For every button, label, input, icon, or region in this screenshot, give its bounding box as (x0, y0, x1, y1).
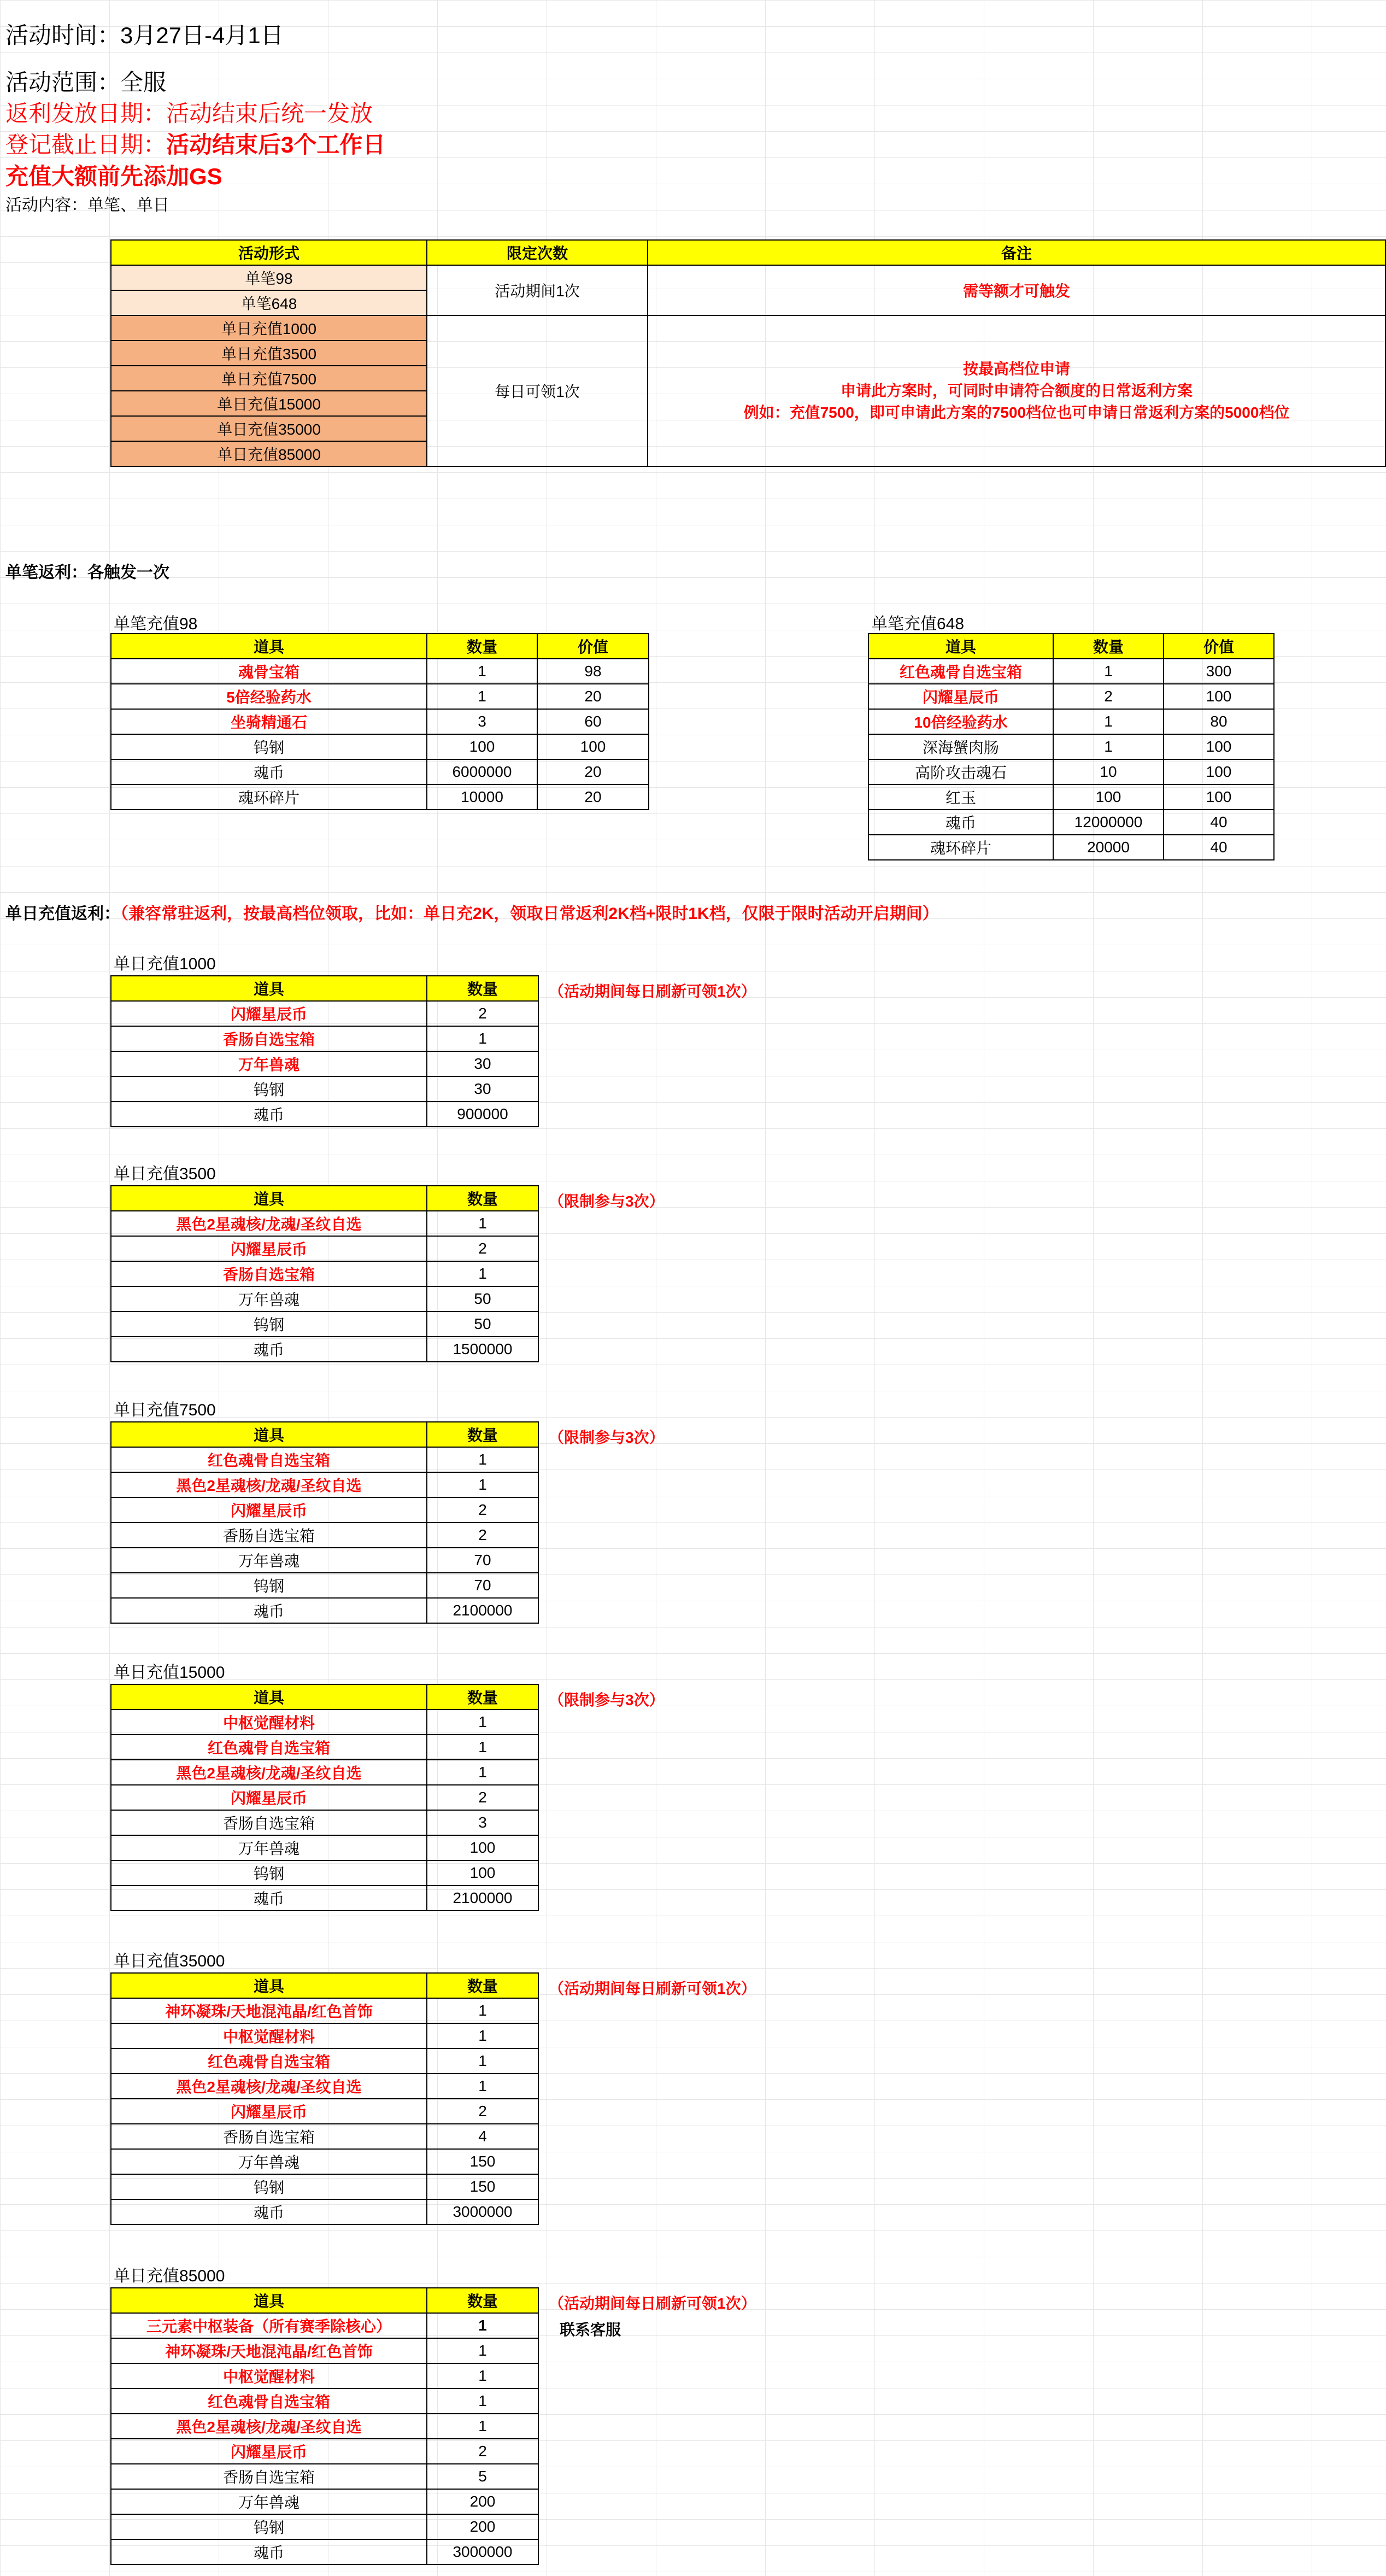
item-name: 中枢觉醒材料 (111, 2023, 427, 2048)
table-header-row (111, 1422, 538, 1447)
item-name: 中枢觉醒材料 (111, 2363, 427, 2388)
table-row (111, 1472, 538, 1497)
daily-section-note: （兼容常驻返利，按最高档位领取，比如：单日充2K，领取日常返利2K档+限时1K档，仅限于限时活动开启期间） (120, 905, 939, 923)
item-quantity: 1 (427, 1472, 538, 1497)
item-quantity: 1 (427, 684, 537, 709)
item-name: 深海蟹肉肠 (868, 734, 1053, 759)
item-quantity: 3000000 (427, 2539, 538, 2565)
item-value: 98 (537, 659, 649, 684)
column-header: 数量 (427, 634, 537, 659)
table-row (111, 1709, 538, 1735)
item-quantity: 1 (1053, 709, 1164, 734)
single-note: 需等额才可触发 (648, 265, 1385, 315)
table-row (111, 1860, 538, 1886)
table-row (111, 659, 649, 684)
table-row (111, 1835, 538, 1860)
deadline-label: 登记截止日期： (5, 132, 167, 157)
item-quantity: 2 (427, 2099, 538, 2124)
item-value: 100 (1164, 684, 1274, 709)
daily-tier-table (110, 2287, 539, 2565)
deadline-value: 活动结束后3个工作日 (166, 132, 386, 157)
release-date: 返利发放日期：活动结束后统一发放 (5, 101, 373, 126)
daily-tier-table (110, 1972, 539, 2225)
item-quantity: 100 (427, 734, 537, 759)
item-quantity: 10 (1053, 759, 1164, 784)
daily-tier-note: （活动期间每日刷新可领1次） (549, 2295, 756, 2312)
column-header: 道具 (111, 2288, 427, 2313)
column-header: 数量 (427, 2288, 538, 2313)
table-row (111, 759, 649, 784)
item-name: 香肠自选宝箱 (111, 1523, 427, 1548)
item-quantity: 1 (427, 2074, 538, 2099)
table-header-row (111, 634, 649, 659)
overview-header-form: 活动形式 (111, 240, 427, 265)
item-value: 80 (1164, 709, 1274, 734)
item-name: 魂币 (111, 1886, 427, 1911)
daily-tier-note: （活动期间每日刷新可领1次） (549, 983, 756, 1000)
item-value: 20 (537, 759, 649, 784)
table-row (111, 2124, 538, 2149)
table-row (111, 2313, 538, 2338)
item-name: 万年兽魂 (111, 2149, 427, 2174)
item-quantity: 4 (427, 2124, 538, 2149)
item-name: 钨钢 (111, 1860, 427, 1886)
table-row (868, 709, 1274, 734)
item-name: 万年兽魂 (111, 1051, 427, 1076)
item-name: 魂币 (111, 2539, 427, 2565)
item-quantity: 2 (1053, 684, 1164, 709)
item-quantity: 1 (427, 2338, 538, 2363)
table-header-row (111, 1973, 538, 1998)
daily-tier-label: 单日充值1000 (114, 955, 216, 973)
item-name: 魂币 (111, 1337, 427, 1362)
item-value: 100 (1164, 759, 1274, 784)
item-name: 钨钢 (111, 1573, 427, 1598)
item-quantity: 2 (427, 1785, 538, 1810)
item-quantity: 50 (427, 1312, 538, 1337)
table-row (111, 1735, 538, 1760)
table-row (868, 659, 1274, 684)
form-cell: 单笔648 (111, 290, 427, 315)
item-quantity: 30 (427, 1051, 538, 1076)
item-quantity: 200 (427, 2514, 538, 2539)
column-header: 道具 (868, 634, 1053, 659)
table-row (111, 1810, 538, 1835)
table-row (111, 1760, 538, 1785)
item-value: 40 (1164, 835, 1274, 860)
item-name: 红色魂骨自选宝箱 (111, 1447, 427, 1472)
daily-tier-note: （限制参与3次） (549, 1193, 665, 1210)
daily-tier-table (110, 1421, 539, 1624)
item-quantity: 50 (427, 1286, 538, 1312)
item-quantity: 6000000 (427, 759, 537, 784)
table-row (111, 1548, 538, 1573)
form-cell: 单日充值15000 (111, 391, 427, 416)
table-row (111, 1102, 538, 1127)
item-quantity: 1 (427, 1261, 538, 1286)
single-section-title: 单笔返利：各触发一次 (5, 564, 169, 582)
column-header: 数量 (427, 1186, 538, 1211)
item-quantity: 100 (427, 1860, 538, 1886)
item-name: 香肠自选宝箱 (111, 1810, 427, 1835)
item-quantity: 1 (427, 2313, 538, 2338)
form-cell: 单日充值7500 (111, 366, 427, 391)
item-quantity: 20000 (1053, 835, 1164, 860)
item-name: 黑色2星魂核/龙魂/圣纹自选 (111, 2414, 427, 2439)
item-name: 魂币 (111, 1102, 427, 1127)
item-name: 三元素中枢装备（所有赛季除核心） (111, 2313, 427, 2338)
table-row (111, 1785, 538, 1810)
daily-tier-label: 单日充值7500 (114, 1401, 216, 1419)
item-name: 闪耀星辰币 (111, 2099, 427, 2124)
column-header: 价值 (537, 634, 649, 659)
table-row (111, 1051, 538, 1076)
item-quantity: 5 (427, 2464, 538, 2489)
daily-tier-table (110, 1684, 539, 1911)
item-value: 100 (1164, 734, 1274, 759)
table-row (111, 2099, 538, 2124)
table-row (111, 1337, 538, 1362)
table-row (868, 810, 1274, 835)
daily-tier-table (110, 975, 539, 1127)
item-value: 40 (1164, 810, 1274, 835)
item-quantity: 900000 (427, 1102, 538, 1127)
activity-content: 活动内容：单笔、单日 (5, 196, 169, 214)
item-name: 高阶攻击魂石 (868, 759, 1053, 784)
table-row (868, 835, 1274, 860)
item-name: 闪耀星辰币 (111, 1785, 427, 1810)
form-cell: 单笔98 (111, 265, 427, 290)
item-quantity: 3000000 (427, 2199, 538, 2224)
item-quantity: 1 (427, 1211, 538, 1236)
table-row (111, 2048, 538, 2074)
column-header: 道具 (111, 1684, 427, 1709)
daily-notes (648, 315, 1385, 466)
item-name: 钨钢 (111, 2174, 427, 2199)
item-value: 100 (1164, 784, 1274, 810)
item-quantity: 200 (427, 2489, 538, 2514)
form-cell: 单日充值85000 (111, 441, 427, 466)
daily-note-line: 例如：充值7500，即可申请此方案的7500档位也可申请日常返利方案的5000档位 (743, 404, 1290, 421)
item-quantity: 30 (427, 1076, 538, 1102)
table-row (111, 1211, 538, 1236)
column-header: 道具 (111, 1973, 427, 1998)
table-row (111, 1261, 538, 1286)
column-header: 道具 (111, 1422, 427, 1447)
item-name: 香肠自选宝箱 (111, 2124, 427, 2149)
column-header: 道具 (111, 634, 427, 659)
item-name: 万年兽魂 (111, 2489, 427, 2514)
item-quantity: 150 (427, 2149, 538, 2174)
item-quantity: 1 (427, 659, 537, 684)
daily-tier-note: （限制参与3次） (549, 1691, 665, 1708)
item-quantity: 2100000 (427, 1598, 538, 1623)
table-row (111, 1447, 538, 1472)
item-name: 魂币 (111, 759, 427, 784)
table-row (111, 1001, 538, 1026)
daily-note-line: 按最高档位申请 (962, 360, 1070, 377)
table-header-row (111, 1684, 538, 1709)
item-quantity: 2100000 (427, 1886, 538, 1911)
item-name: 黑色2星魂核/龙魂/圣纹自选 (111, 2074, 427, 2099)
single-tier-table (110, 633, 649, 810)
item-quantity: 100 (1053, 784, 1164, 810)
item-name: 万年兽魂 (111, 1286, 427, 1312)
item-quantity: 2 (427, 1523, 538, 1548)
item-quantity: 10000 (427, 784, 537, 810)
table-row (111, 2023, 538, 2048)
item-quantity: 1 (427, 2023, 538, 2048)
single-limit: 活动期间1次 (427, 265, 648, 315)
table-row (111, 2149, 538, 2174)
table-row (111, 734, 649, 759)
table-row (111, 2174, 538, 2199)
table-header-row (111, 2288, 538, 2313)
item-quantity: 3 (427, 1810, 538, 1835)
item-value: 100 (537, 734, 649, 759)
table-row (868, 684, 1274, 709)
item-name: 5倍经验药水 (111, 684, 427, 709)
table-header-row (111, 976, 538, 1001)
item-quantity: 100 (427, 1835, 538, 1860)
table-row (868, 734, 1274, 759)
daily-section-prefix: 单日充值返利： (5, 905, 120, 923)
item-name: 黑色2星魂核/龙魂/圣纹自选 (111, 1760, 427, 1785)
table-row (111, 784, 649, 810)
item-quantity: 150 (427, 2174, 538, 2199)
gs-note: 充值大额前先添加GS (5, 163, 222, 189)
item-name: 闪耀星辰币 (868, 684, 1053, 709)
table-row (111, 2388, 538, 2414)
table-row (111, 1886, 538, 1911)
column-header: 道具 (111, 1186, 427, 1211)
table-row (111, 1573, 538, 1598)
table-row (868, 759, 1274, 784)
table-row (111, 1026, 538, 1051)
column-header: 数量 (427, 1422, 538, 1447)
item-quantity: 1 (427, 1998, 538, 2023)
column-header: 数量 (427, 976, 538, 1001)
item-quantity: 2 (427, 2439, 538, 2464)
item-quantity: 3 (427, 709, 537, 734)
item-quantity: 1500000 (427, 1337, 538, 1362)
table-row (111, 2514, 538, 2539)
item-quantity: 1 (427, 1709, 538, 1735)
item-name: 黑色2星魂核/龙魂/圣纹自选 (111, 1472, 427, 1497)
overview-header-row (111, 240, 1385, 265)
overview-table (110, 239, 1386, 467)
item-quantity: 1 (427, 2048, 538, 2074)
activity-scope: 活动范围：全服 (5, 69, 167, 95)
table-row (111, 1076, 538, 1102)
item-name: 钨钢 (111, 734, 427, 759)
item-quantity: 12000000 (1053, 810, 1164, 835)
table-row (111, 2199, 538, 2224)
daily-tier-note: （活动期间每日刷新可领1次） (549, 1980, 756, 1997)
item-quantity: 1 (427, 2414, 538, 2439)
item-name: 红色魂骨自选宝箱 (111, 2388, 427, 2414)
daily-limit: 每日可领1次 (427, 315, 648, 466)
item-name: 魂环碎片 (111, 784, 427, 810)
item-name: 闪耀星辰币 (111, 1001, 427, 1026)
item-name: 魂币 (111, 2199, 427, 2224)
table-row (111, 2414, 538, 2439)
form-cell: 单日充值3500 (111, 341, 427, 366)
contact-support-note: 联系客服 (560, 2321, 621, 2338)
item-name: 魂币 (111, 1598, 427, 1623)
item-value: 60 (537, 709, 649, 734)
table-row (111, 2338, 538, 2363)
overview-row (111, 315, 1385, 341)
form-cell: 单日充值1000 (111, 315, 427, 341)
item-name: 闪耀星辰币 (111, 1236, 427, 1261)
item-name: 红色魂骨自选宝箱 (868, 659, 1053, 684)
table-row (111, 1286, 538, 1312)
item-quantity: 2 (427, 1497, 538, 1523)
table-row (111, 2539, 538, 2565)
item-quantity: 2 (427, 1001, 538, 1026)
item-name: 万年兽魂 (111, 1548, 427, 1573)
item-quantity: 1 (1053, 734, 1164, 759)
table-row (111, 1236, 538, 1261)
table-row (111, 709, 649, 734)
item-name: 中枢觉醒材料 (111, 1709, 427, 1735)
item-name: 红玉 (868, 784, 1053, 810)
item-quantity: 1 (427, 2363, 538, 2388)
item-name: 红色魂骨自选宝箱 (111, 2048, 427, 2074)
table-row (868, 784, 1274, 810)
item-name: 香肠自选宝箱 (111, 1261, 427, 1286)
overview-header-note: 备注 (648, 240, 1385, 265)
item-name: 万年兽魂 (111, 1835, 427, 1860)
item-name: 香肠自选宝箱 (111, 2464, 427, 2489)
table-row (111, 1998, 538, 2023)
item-quantity: 1 (427, 1760, 538, 1785)
table-row (111, 2464, 538, 2489)
table-header-row (868, 634, 1274, 659)
overview-row (111, 265, 1385, 290)
column-header: 数量 (427, 1684, 538, 1709)
item-quantity: 1 (427, 2388, 538, 2414)
table-row (111, 1598, 538, 1623)
item-quantity: 1 (427, 1735, 538, 1760)
form-cell: 单日充值35000 (111, 416, 427, 441)
column-header: 数量 (427, 1973, 538, 1998)
table-row (111, 2074, 538, 2099)
daily-tier-label: 单日充值35000 (114, 1952, 225, 1970)
table-row (111, 2439, 538, 2464)
item-value: 20 (537, 784, 649, 810)
item-quantity: 70 (427, 1548, 538, 1573)
item-name: 闪耀星辰币 (111, 1497, 427, 1523)
column-header: 价值 (1164, 634, 1274, 659)
single-tier-label: 单笔充值648 (871, 615, 965, 633)
item-quantity: 1 (427, 1026, 538, 1051)
table-row (111, 684, 649, 709)
item-name: 神环凝珠/天地混沌晶/红色首饰 (111, 1998, 427, 2023)
item-quantity: 1 (1053, 659, 1164, 684)
daily-tier-label: 单日充值3500 (114, 1165, 216, 1183)
overview-header-limit: 限定次数 (427, 240, 648, 265)
item-value: 300 (1164, 659, 1274, 684)
item-value: 20 (537, 684, 649, 709)
item-name: 魂币 (868, 810, 1053, 835)
daily-section-title (5, 900, 939, 924)
table-row (111, 1312, 538, 1337)
item-name: 钨钢 (111, 1076, 427, 1102)
item-name: 闪耀星辰币 (111, 2439, 427, 2464)
item-quantity: 1 (427, 1447, 538, 1472)
item-quantity: 70 (427, 1573, 538, 1598)
item-name: 钨钢 (111, 2514, 427, 2539)
daily-tier-table (110, 1185, 539, 1362)
daily-note-line: 申请此方案时，可同时申请符合额度的日常返利方案 (840, 382, 1193, 399)
table-row (111, 2363, 538, 2388)
table-row (111, 1523, 538, 1548)
table-row (111, 2489, 538, 2514)
item-name: 10倍经验药水 (868, 709, 1053, 734)
daily-tier-label: 单日充值85000 (114, 2267, 225, 2285)
column-header: 数量 (1053, 634, 1164, 659)
item-name: 神环凝珠/天地混沌晶/红色首饰 (111, 2338, 427, 2363)
single-tier-table (868, 633, 1275, 860)
item-name: 香肠自选宝箱 (111, 1026, 427, 1051)
item-name: 钨钢 (111, 1312, 427, 1337)
item-quantity: 2 (427, 1236, 538, 1261)
table-row (111, 1497, 538, 1523)
deadline-line (5, 127, 385, 160)
daily-tier-label: 单日充值15000 (114, 1664, 225, 1682)
item-name: 红色魂骨自选宝箱 (111, 1735, 427, 1760)
daily-tier-note: （限制参与3次） (549, 1429, 665, 1446)
item-name: 黑色2星魂核/龙魂/圣纹自选 (111, 1211, 427, 1236)
table-header-row (111, 1186, 538, 1211)
single-tier-label: 单笔充值98 (114, 615, 198, 633)
activity-time: 活动时间：3月27日-4月1日 (5, 22, 284, 48)
item-name: 魂骨宝箱 (111, 659, 427, 684)
column-header: 道具 (111, 976, 427, 1001)
item-name: 坐骑精通石 (111, 709, 427, 734)
item-name: 魂环碎片 (868, 835, 1053, 860)
